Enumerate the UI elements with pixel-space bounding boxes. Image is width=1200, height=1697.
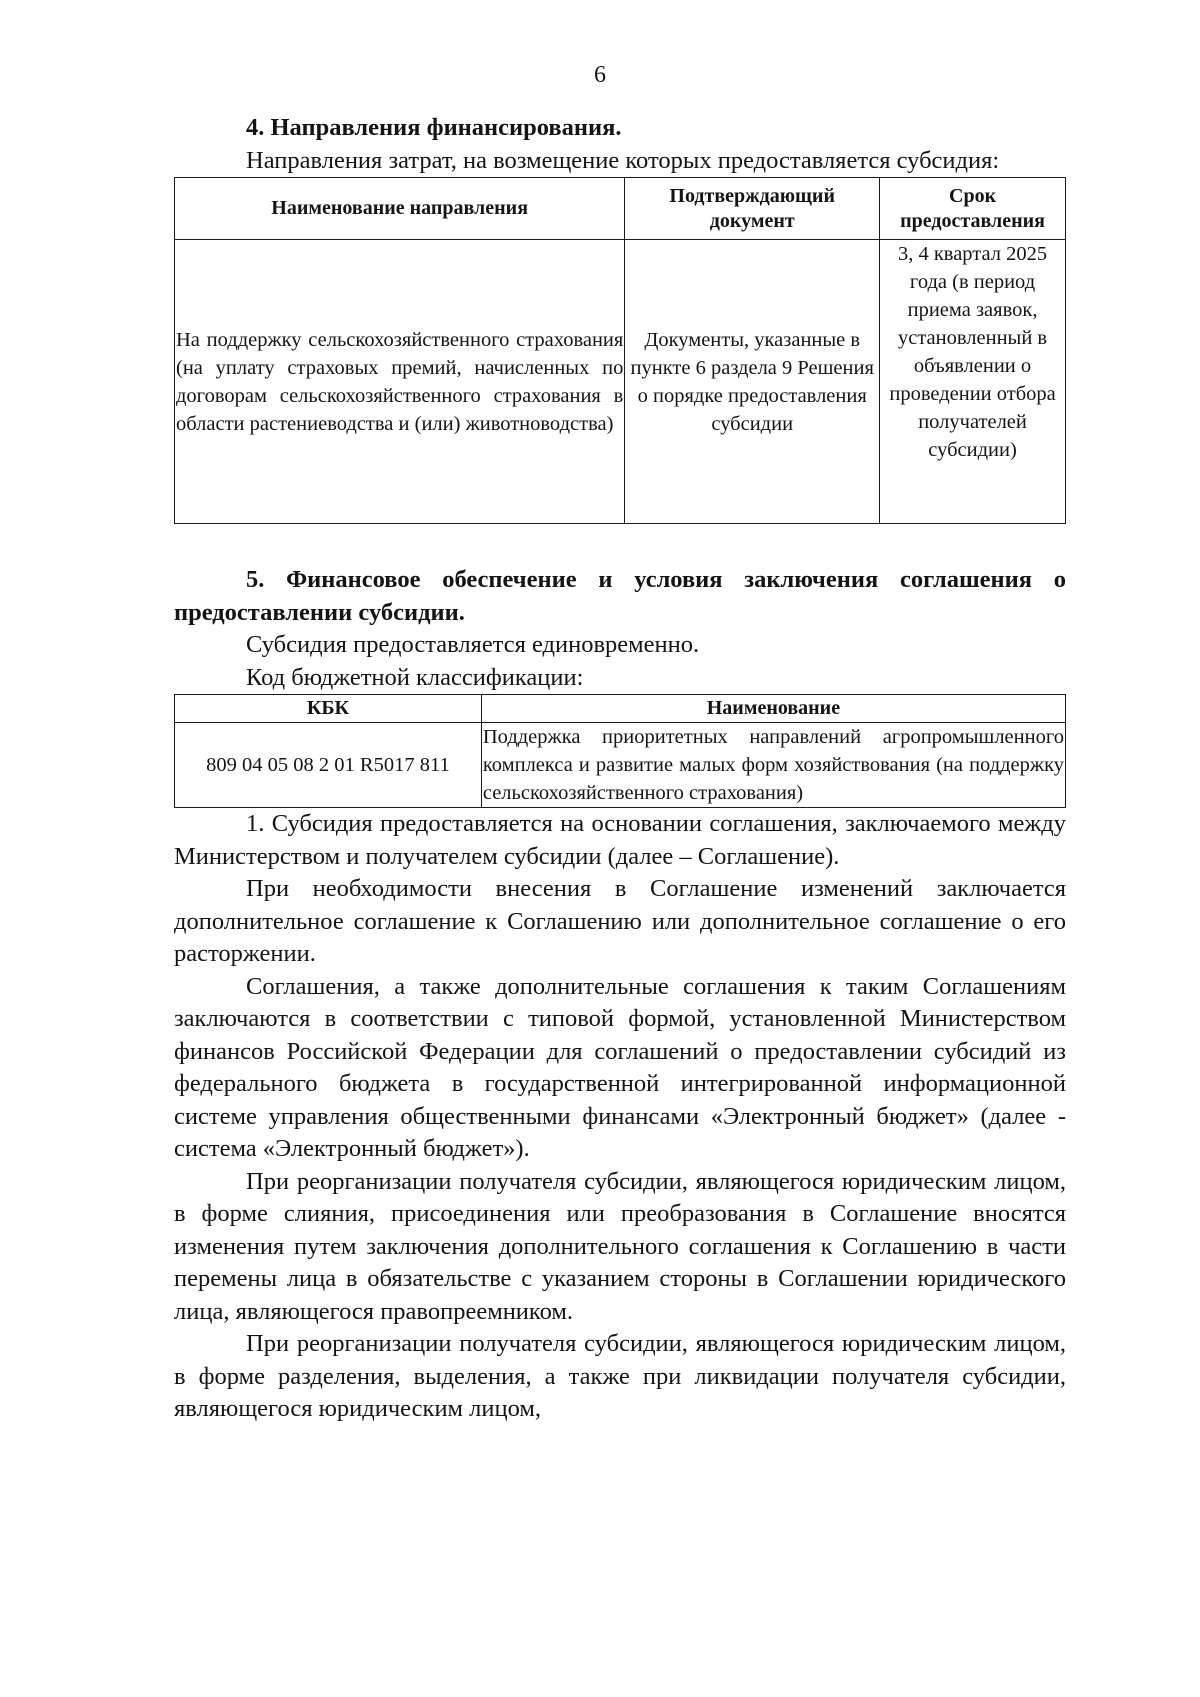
table-row (175, 723, 1066, 808)
header-term: Срок предоставления (880, 178, 1066, 240)
page-content (174, 112, 1066, 1426)
section5-p1: Субсидия предоставляется единовременно. (246, 631, 700, 658)
section5-heading: 5. Финансовое обеспечение и условия заключения соглашения о предоставлении субсидии. (174, 566, 1066, 626)
paragraph-4: При реорганизации получателя субсидии, являющегося юридическим лицом, в форме слияния, присоединения или преобразования в Соглашение вносятся изменения путем заключения дополнительного соглашения к Соглашению в части перемены лица в обязательстве с указанием стороны в Соглашении юридического лица, являющегося правопреемником. (174, 1167, 1066, 1325)
cell-direction: На поддержку сельскохозяйственного страхования (на уплату страховых премий, начисленных по договорам сельскохозяйственного страхования в области растениеводства и (или) животноводства) (175, 240, 625, 524)
paragraph-5: При реорганизации получателя субсидии, являющегося юридическим лицом, в форме разделения, выделения, а также при ликвидации получателя субсидии, являющегося юридическим лицом, (174, 1330, 1066, 1422)
table-row (175, 240, 1066, 524)
header-name: Наименование (481, 695, 1065, 723)
table-header-row (175, 178, 1066, 240)
cell-term: 3, 4 квартал 2025 года (в период приема заявок, установленный в объявлении о проведении отбора получателей субсидии) (880, 240, 1066, 524)
paragraph-1: 1. Субсидия предоставляется на основании соглашения, заключаемого между Министерством и получателем субсидии (далее – Соглашение). (174, 810, 1066, 870)
paragraph-2: При необходимости внесения в Соглашение изменений заключается дополнительное соглашение к Соглашению или дополнительное соглашение о его расторжении. (174, 875, 1066, 967)
cell-kbk: 809 04 05 08 2 01 R5017 811 (175, 723, 482, 808)
table-header-row (175, 695, 1066, 723)
section4-intro: Направления затрат, на возмещение которых предоставляется субсидия: (246, 146, 1000, 174)
header-document: Подтверждающий документ (625, 178, 880, 240)
header-direction: Наименование направления (175, 178, 625, 240)
budget-classification-table (174, 694, 1066, 808)
paragraph-3: Соглашения, а также дополнительные соглашения к таким Соглашениям заключаются в соответствии с типовой формой, установленной Министерством финансов Российской Федерации для соглашений о предоставлении субсидий из федерального бюджета в государственной интегрированной информационной системе управления общественными финансами «Электронный бюджет» (далее - система «Электронный бюджет»). (174, 972, 1066, 1162)
cell-name: Поддержка приоритетных направлений агропромышленного комплекса и развитие малых форм хозяйствования (на поддержку сельскохозяйственного страхования) (481, 723, 1065, 808)
header-kbk: КБК (175, 695, 482, 723)
section5-p2: Код бюджетной классификации: (246, 663, 584, 691)
page-number: 6 (594, 62, 606, 88)
funding-directions-table (174, 177, 1066, 524)
section4-heading: 4. Направления финансирования. (246, 114, 622, 141)
cell-document: Документы, указанные в пункте 6 раздела 9 Решения о порядке предоставления субсидии (625, 240, 880, 524)
